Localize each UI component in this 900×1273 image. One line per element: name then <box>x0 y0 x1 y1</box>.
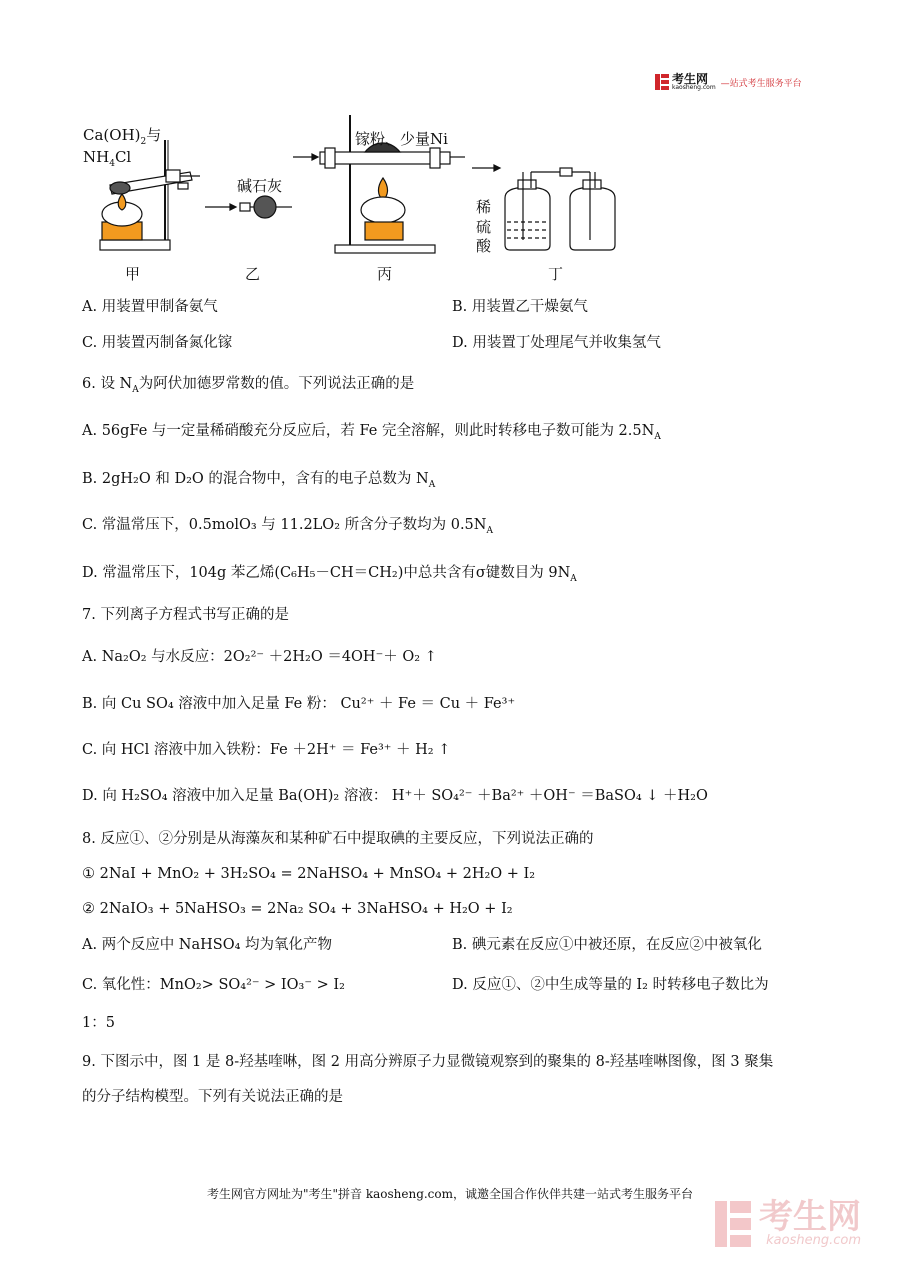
q8-option-d: D. 反应①、②中生成等量的 I₂ 时转移电子数比为 <box>452 977 769 993</box>
q8-option-d-cont: 1：5 <box>82 1015 115 1031</box>
q7-option-a: A. Na₂O₂ 与水反应：2O₂²⁻ ＋2H₂O ＝4OH⁻＋ O₂ ↑ <box>82 649 437 665</box>
q9-line-2: 的分子结构模型。下列有关说法正确的是 <box>82 1089 343 1105</box>
q6-option-c: C. 常温常压下，0.5molO₃ 与 11.2LO₂ 所含分子数均为 $0.5N_A$ <box>82 517 493 536</box>
logo-slogan: —站式考生服务平台 <box>720 78 802 89</box>
q5-option-c: C. 用装置丙制备氮化镓 <box>82 335 233 351</box>
label-dilute-acid: 稀 硫 酸 <box>476 198 492 255</box>
q5-option-a: A. 用装置甲制备氨气 <box>82 299 218 315</box>
q6-option-d: D. 常温常压下，104g 苯乙烯(C₆H₅－CH＝CH₂)中总共含有σ键数目为 $9N_A$ <box>82 565 577 584</box>
q8-reaction-2: ② 2NaIO₃ + 5NaHSO₃ = 2Na₂ SO₄ + 3NaHSO₄ + H₂O + I₂ <box>82 901 513 917</box>
q7-option-c: C. 向 HCl 溶液中加入铁粉：Fe ＋2H⁺ ＝ Fe³⁺ ＋ H₂ ↑ <box>82 742 451 758</box>
label-desiccant: 碱石灰 <box>237 177 283 195</box>
q8-stem: 8. 反应①、②分别是从海藻灰和某种矿石中提取碘的主要反应，下列说法正确的 <box>82 831 594 847</box>
q8-option-b: B. 碘元素在反应①中被还原，在反应②中被氧化 <box>452 937 762 953</box>
label-reagent: $Ca(OH)_2$与 <box>83 126 162 147</box>
q7-stem: 7. 下列离子方程式书写正确的是 <box>82 607 289 623</box>
apparatus-yi <box>205 196 292 218</box>
q5-option-b: B. 用装置乙干燥氨气 <box>452 299 588 315</box>
caption-bing: 丙 <box>377 265 393 283</box>
logo-name: 考生网 <box>672 72 709 86</box>
apparatus-figure <box>80 110 640 285</box>
label-gallium: 镓粉、少量Ni <box>355 130 448 148</box>
logo-sub: kaosheng.com <box>672 84 716 91</box>
watermark-logo <box>715 1197 861 1248</box>
caption-yi: 乙 <box>245 265 261 283</box>
caption-jia: 甲 <box>125 265 141 283</box>
q6-option-b: B. 2gH₂O 和 D₂O 的混合物中，含有的电子总数为 $N_A$ <box>82 471 436 490</box>
q6-option-a: A. 56gFe 与一定量稀硝酸充分反应后，若 Fe 完全溶解，则此时转移电子数可能为 $2.5N_A$ <box>82 423 661 442</box>
label-reagent-nh4cl: $NH_4Cl$ <box>83 148 132 169</box>
q8-option-a: A. 两个反应中 NaHSO₄ 均为氧化产物 <box>82 937 333 953</box>
logo-icon <box>655 74 669 90</box>
footer-text: 考生网官方网址为"考生"拼音 kaosheng.com，诚邀全国合作伙伴共建一站式考生服务平台 <box>206 1187 694 1201</box>
q5-option-d: D. 用装置丁处理尾气并收集氢气 <box>452 335 661 351</box>
q7-option-d: D. 向 H₂SO₄ 溶液中加入足量 Ba(OH)₂ 溶液： H⁺＋ SO₄²⁻ ＋Ba²⁺ ＋OH⁻ ＝BaSO₄ ↓ ＋H₂O <box>82 788 708 804</box>
q6-stem: 6. 设 $N_A$为阿伏加德罗常数的值。下列说法正确的是 <box>82 376 415 395</box>
q9-line-1: 9. 下图示中，图 1 是 8-羟基喹啉，图 2 用高分辨原子力显微镜观察到的聚集的 8-羟基喹啉图像，图 3 聚集 <box>82 1054 774 1070</box>
header-logo <box>655 73 802 91</box>
q8-option-c: C. 氧化性：MnO₂> SO₄²⁻ > IO₃⁻ > I₂ <box>82 977 345 993</box>
watermark-icon <box>715 1201 751 1247</box>
q8-reaction-1: ① 2NaI + MnO₂ + 3H₂SO₄ = 2NaHSO₄ + MnSO₄ + 2H₂O + I₂ <box>82 866 536 882</box>
caption-ding: 丁 <box>548 265 564 283</box>
apparatus-ding <box>472 165 615 250</box>
watermark-sub: kaosheng.com <box>766 1233 861 1248</box>
q7-option-b: B. 向 Cu SO₄ 溶液中加入足量 Fe 粉： Cu²⁺ ＋ Fe ＝ Cu ＋ Fe³⁺ <box>82 696 516 712</box>
watermark-name: 考生网 <box>759 1197 861 1237</box>
